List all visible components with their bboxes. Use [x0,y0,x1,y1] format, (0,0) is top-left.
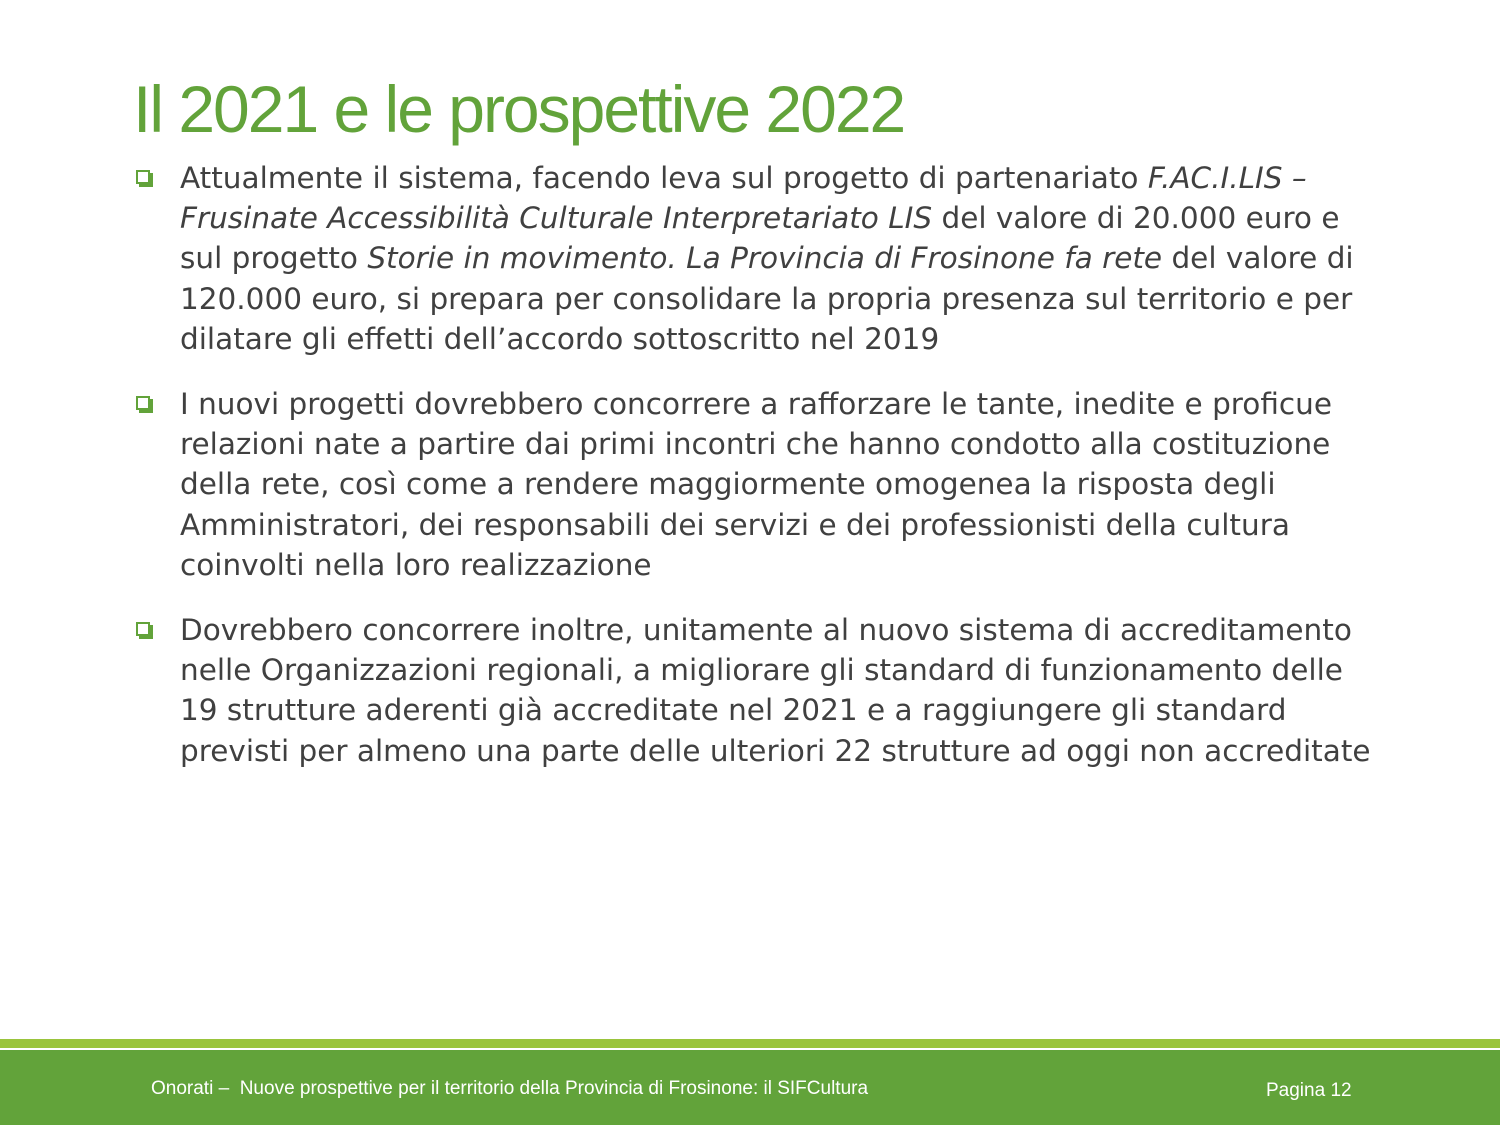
project-name-italic: F.AC.I.LIS – Frusinate Accessibilità Culturale Interpretariato LIS [180,161,1307,236]
bullet-item [133,610,1373,771]
text-run: I nuovi progetti dovrebbero concorrere a rafforzare le tante, inedite e proficue relazioni nate a partire dai primi incontri che hanno condotto alla costituzione della rete, così come a rendere maggiormente omogenea la risposta degli Amministratori, dei responsabili dei servizi e dei professionisti della cultura coinvolti nella loro realizzazione [180,387,1332,582]
text-run: del valore di 20.000 euro e sul progetto [180,201,1340,276]
footer-caption: Onorati – Nuove prospettive per il territorio della Provincia di Frosinone: il SIFCultura [151,1078,869,1099]
project-name-italic: Storie in movimento. La Provincia di Frosinone fa rete [367,241,1163,276]
square-bullet-icon [136,170,153,187]
bullet-item [133,158,1373,359]
bullet-text [180,387,1332,582]
bullet-item [133,384,1373,585]
bullet-list [133,158,1373,796]
text-run: Dovrebbero concorrere inoltre, unitamente al nuovo sistema di accreditamento nelle Organizzazioni regionali, a migliorare gli standard di funzionamento delle 19 strutture aderenti già accreditate nel 2021 e a raggiungere gli standard previsti per almeno una parte delle ulteriori 22 strutture ad oggi non accreditate [180,613,1371,768]
slide-title: Il 2021 e le prospettive 2022 [133,72,905,146]
bullet-text [180,613,1371,768]
text-run: del valore di 120.000 euro, si prepara per consolidare la propria presenza sul territorio e per dilatare gli effetti dell’accordo sottoscritto nel 2019 [180,241,1354,356]
text-run: Attualmente il sistema, facendo leva sul progetto di partenariato [180,161,1148,195]
square-bullet-icon [136,622,153,639]
square-bullet-icon [136,396,153,413]
footer-stripe [0,1039,1500,1048]
bullet-text [180,161,1354,356]
page-number: Pagina 12 [1266,1080,1352,1101]
